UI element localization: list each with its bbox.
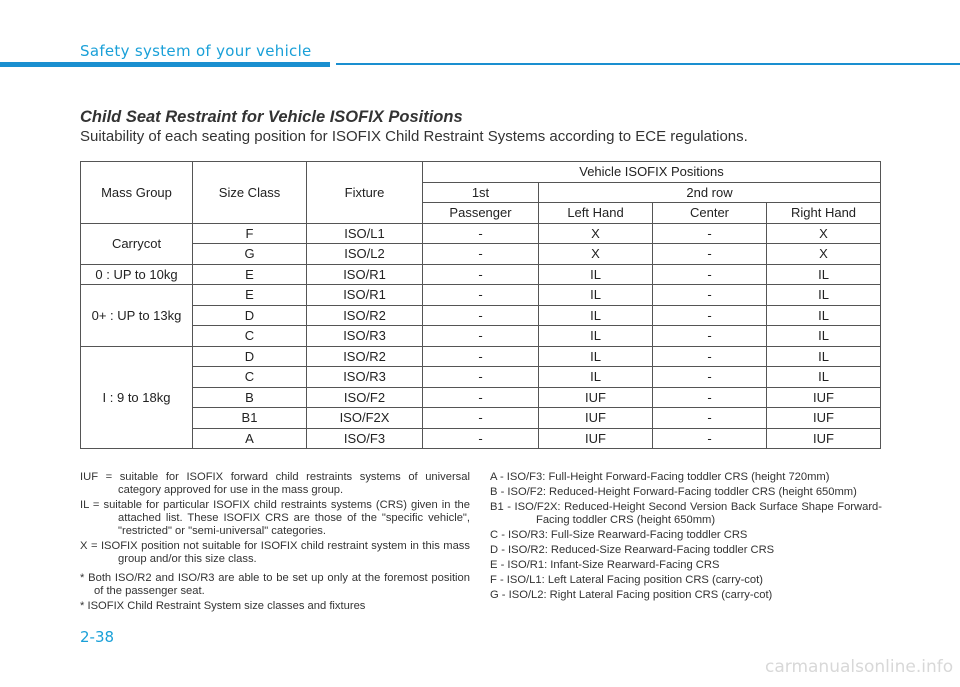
cell-fixture: ISO/R3 [307, 367, 423, 388]
cell-right-hand: IL [767, 326, 881, 347]
cell-center: - [653, 264, 767, 285]
cell-passenger: - [423, 285, 539, 306]
cell-center: - [653, 367, 767, 388]
cell-left-hand: IUF [539, 428, 653, 449]
cell-left-hand: IUF [539, 408, 653, 429]
note-size-d: D - ISO/R2: Reduced-Size Rearward-Facing toddler CRS [490, 544, 775, 556]
cell-mass-group: 0+ : UP to 13kg [81, 285, 193, 347]
cell-mass-group: I : 9 to 18kg [81, 346, 193, 449]
section-header-title: Safety system of your vehicle [80, 42, 312, 60]
table-row [81, 326, 881, 347]
table-row [81, 223, 881, 244]
cell-fixture: ISO/F2X [307, 408, 423, 429]
cell-left-hand: IUF [539, 387, 653, 408]
note-iuf: IUF = suitable for ISOFIX forward child restraints systems of universal category approved for use in the mass group. [80, 471, 470, 496]
cell-size-class: C [193, 367, 307, 388]
cell-right-hand: IL [767, 367, 881, 388]
cell-right-hand: X [767, 223, 881, 244]
cell-left-hand: IL [539, 285, 653, 306]
cell-mass-group: 0 : UP to 10kg [81, 264, 193, 285]
table-header-row [81, 162, 881, 183]
cell-passenger: - [423, 387, 539, 408]
note-size-a: A - ISO/F3: Full-Height Forward-Facing toddler CRS (height 720mm) [490, 471, 830, 483]
note-size-b: B - ISO/F2: Reduced-Height Forward-Facing toddler CRS (height 650mm) [490, 486, 857, 498]
cell-size-class: C [193, 326, 307, 347]
page-number: 2-38 [80, 628, 115, 646]
cell-size-class: G [193, 244, 307, 265]
cell-right-hand: IL [767, 346, 881, 367]
cell-center: - [653, 244, 767, 265]
cell-fixture: ISO/R1 [307, 285, 423, 306]
header-right-hand: Right Hand [767, 203, 881, 224]
cell-fixture: ISO/F2 [307, 387, 423, 408]
cell-passenger: - [423, 408, 539, 429]
cell-size-class: E [193, 264, 307, 285]
cell-fixture: ISO/R2 [307, 346, 423, 367]
table-row [81, 367, 881, 388]
cell-size-class: B1 [193, 408, 307, 429]
header-second-row: 2nd row [539, 182, 881, 203]
note-size-g: G - ISO/L2: Right Lateral Facing position CRS (carry-cot) [490, 589, 773, 601]
cell-size-class: F [193, 223, 307, 244]
watermark: carmanualsonline.info [765, 657, 954, 677]
note-size-e: E - ISO/R1: Infant-Size Rearward-Facing CRS [490, 559, 720, 571]
cell-right-hand: IL [767, 264, 881, 285]
page-subtitle: Suitability of each seating position for ISOFIX Child Restraint Systems according to ECE regulations. [80, 128, 748, 145]
note-star-1: * Both ISO/R2 and ISO/R3 are able to be set up only at the foremost position of the passenger seat. [80, 572, 470, 597]
cell-fixture: ISO/R2 [307, 305, 423, 326]
header-left-hand: Left Hand [539, 203, 653, 224]
note-size-c: C - ISO/R3: Full-Size Rearward-Facing toddler CRS [490, 529, 748, 541]
cell-right-hand: X [767, 244, 881, 265]
cell-mass-group: Carrycot [81, 223, 193, 264]
table-row [81, 244, 881, 265]
table-row [81, 264, 881, 285]
header-first-row: 1st [423, 182, 539, 203]
note-star-2: * ISOFIX Child Restraint System size classes and fixtures [80, 600, 366, 612]
cell-center: - [653, 285, 767, 306]
table-row [81, 428, 881, 449]
note-x: X = ISOFIX position not suitable for ISOFIX child restraint system in this mass group and/or this size class. [80, 540, 470, 565]
cell-left-hand: IL [539, 305, 653, 326]
cell-left-hand: X [539, 223, 653, 244]
cell-right-hand: IL [767, 305, 881, 326]
cell-passenger: - [423, 264, 539, 285]
header-vehicle-positions: Vehicle ISOFIX Positions [423, 162, 881, 183]
header-mass-group: Mass Group [81, 162, 193, 224]
cell-center: - [653, 223, 767, 244]
cell-passenger: - [423, 305, 539, 326]
cell-center: - [653, 346, 767, 367]
cell-size-class: E [193, 285, 307, 306]
header-passenger: Passenger [423, 203, 539, 224]
cell-fixture: ISO/L1 [307, 223, 423, 244]
cell-size-class: D [193, 305, 307, 326]
page-title: Child Seat Restraint for Vehicle ISOFIX Positions [80, 108, 463, 126]
table-row [81, 346, 881, 367]
table-row [81, 387, 881, 408]
cell-passenger: - [423, 346, 539, 367]
cell-center: - [653, 326, 767, 347]
header-bar-thin [336, 63, 960, 65]
isofix-table-body [81, 162, 881, 449]
cell-passenger: - [423, 223, 539, 244]
cell-passenger: - [423, 367, 539, 388]
header-bar-thick [0, 62, 330, 67]
cell-center: - [653, 428, 767, 449]
table-row [81, 408, 881, 429]
table-row [81, 285, 881, 306]
table-row [81, 305, 881, 326]
note-il: IL = suitable for particular ISOFIX child restraints systems (CRS) given in the attached list. These ISOFIX CRS are those of the "specific vehicle", "restricted" or "semi-universal" categories. [80, 499, 470, 537]
cell-center: - [653, 408, 767, 429]
cell-right-hand: IL [767, 285, 881, 306]
cell-size-class: B [193, 387, 307, 408]
header-center: Center [653, 203, 767, 224]
notes-left [80, 471, 470, 615]
note-size-f: F - ISO/L1: Left Lateral Facing position CRS (carry-cot) [490, 574, 763, 586]
cell-fixture: ISO/R3 [307, 326, 423, 347]
cell-center: - [653, 305, 767, 326]
isofix-table [80, 161, 881, 449]
cell-fixture: ISO/L2 [307, 244, 423, 265]
cell-right-hand: IUF [767, 387, 881, 408]
cell-left-hand: IL [539, 367, 653, 388]
cell-passenger: - [423, 326, 539, 347]
cell-left-hand: X [539, 244, 653, 265]
cell-passenger: - [423, 428, 539, 449]
cell-left-hand: IL [539, 264, 653, 285]
cell-fixture: ISO/F3 [307, 428, 423, 449]
cell-left-hand: IL [539, 346, 653, 367]
cell-right-hand: IUF [767, 428, 881, 449]
cell-center: - [653, 387, 767, 408]
note-size-b1: B1 - ISO/F2X: Reduced-Height Second Version Back Surface Shape Forward-Facing toddler CRS (height 650mm) [490, 501, 882, 526]
header-fixture: Fixture [307, 162, 423, 224]
cell-size-class: D [193, 346, 307, 367]
cell-fixture: ISO/R1 [307, 264, 423, 285]
header-size-class: Size Class [193, 162, 307, 224]
cell-size-class: A [193, 428, 307, 449]
notes-right [490, 471, 882, 604]
cell-right-hand: IUF [767, 408, 881, 429]
cell-left-hand: IL [539, 326, 653, 347]
cell-passenger: - [423, 244, 539, 265]
